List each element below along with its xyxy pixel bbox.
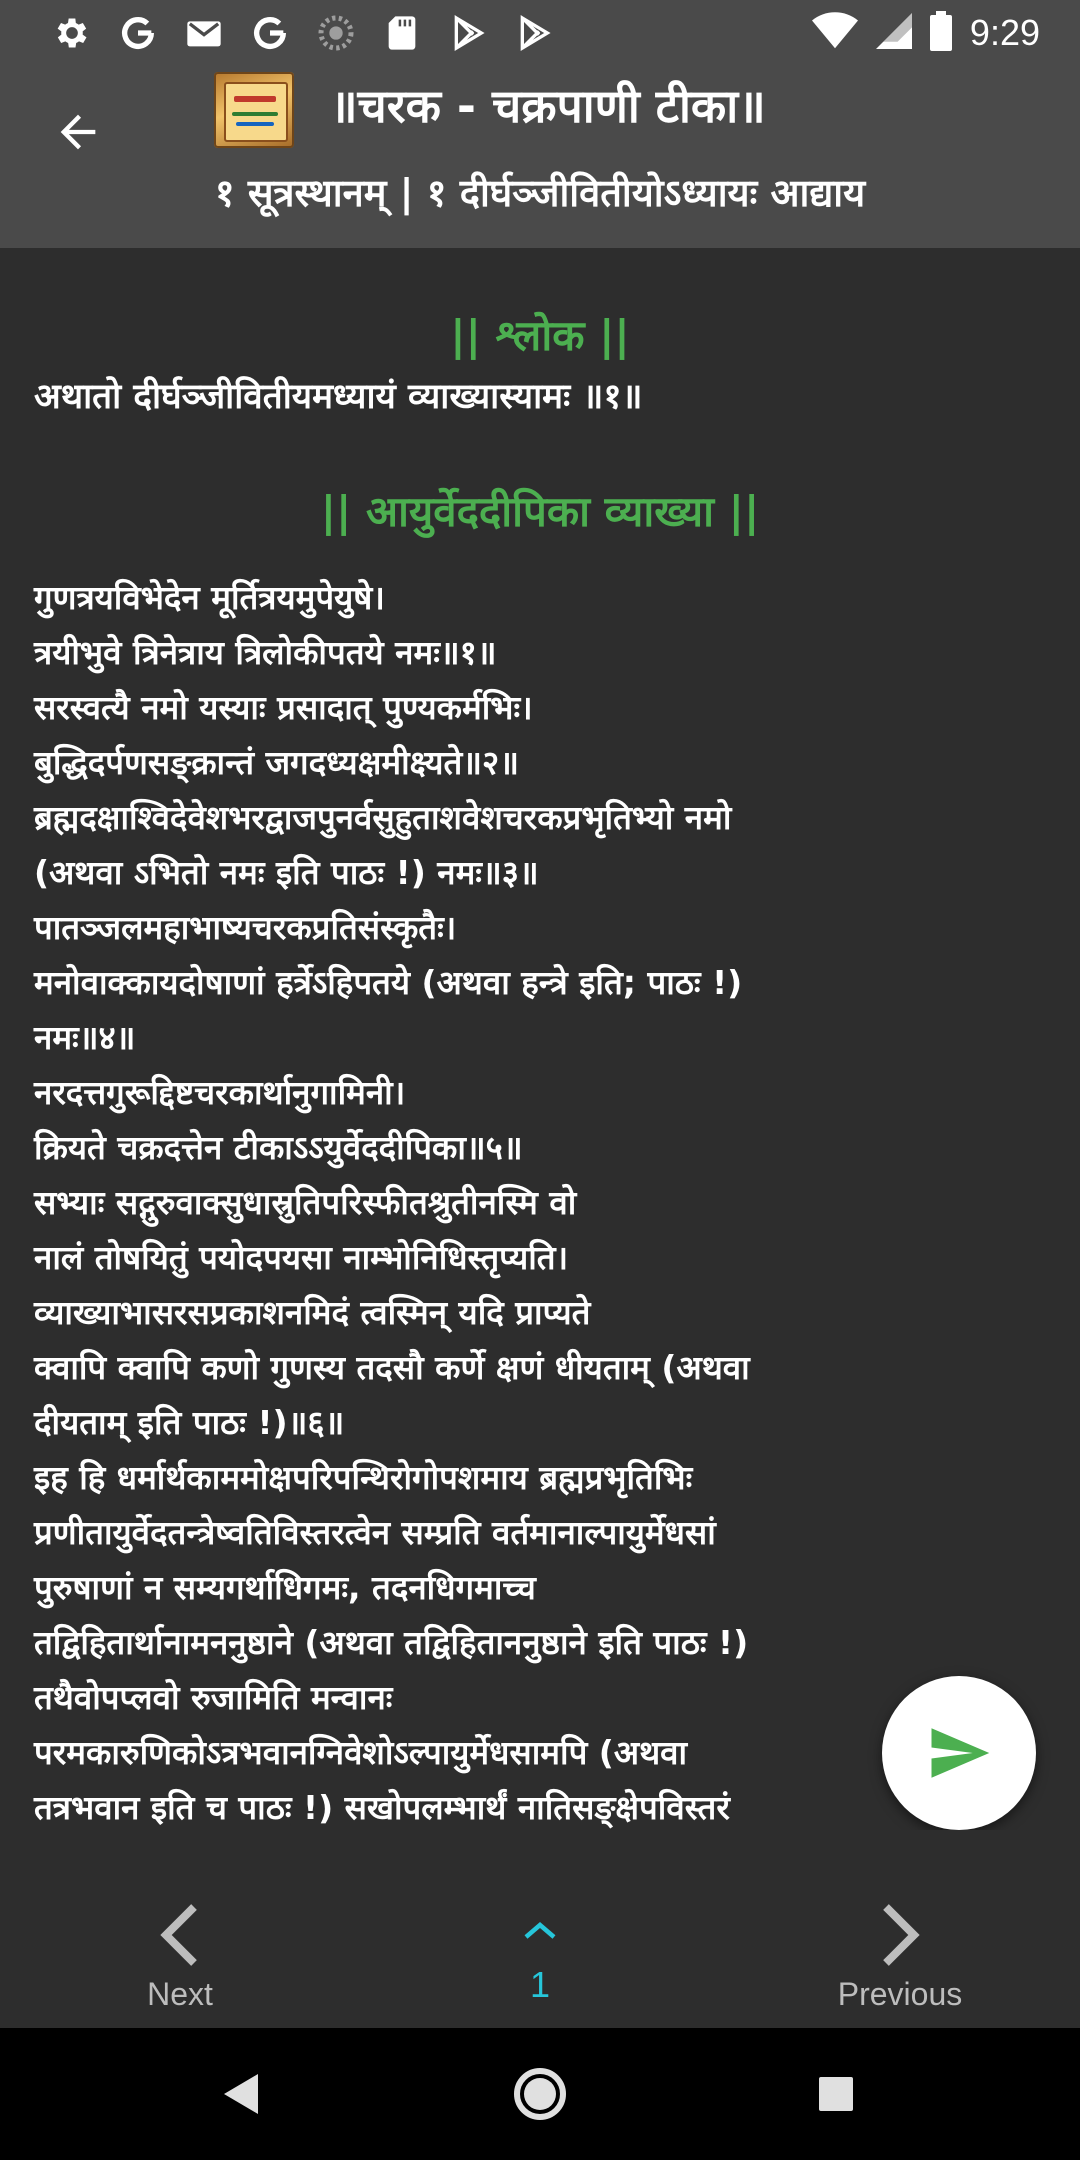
signal-icon (876, 11, 912, 55)
commentary-line: तथैवोपप्लवो रुजामिति मन्वानः (34, 1678, 393, 1717)
chevron-up-icon (522, 1910, 558, 1950)
status-time: 9:29 (969, 12, 1040, 53)
square-recents-icon (817, 2075, 855, 2113)
commentary-line: तत्रभवान इति च पाठः !) सखोपलम्भार्थं नातिसङ्क्षेपविस्तरं (34, 1788, 730, 1827)
commentary-line: दीयताम् इति पाठः !)॥६॥ (34, 1403, 345, 1442)
commentary-line: पातञ्जलमहाभाष्यचरकप्रतिसंस्कृतैः। (34, 908, 457, 947)
app-logo (214, 72, 294, 148)
commentary-line: ब्रह्मदक्षाश्विदेवेशभरद्वाजपुनर्वसुहुताशवेशचरकप्रभृतिभ्यो नमो (34, 798, 732, 837)
home-circle-icon (512, 2066, 568, 2122)
bottom-nav (0, 1830, 1080, 2028)
commentary-line: पुरुषाणां न सम्यगर्थाधिगमः, तदनधिगमाच्च (34, 1568, 536, 1607)
previous-label: Previous (837, 1976, 963, 2012)
battery-icon (930, 11, 952, 55)
system-home-button[interactable] (510, 2064, 570, 2124)
commentary-line: सरस्वत्यै नमो यस्याः प्रसादात् पुण्यकर्मभिः। (34, 688, 533, 727)
next-label: Next (147, 1976, 213, 2012)
breadcrumb: १ सूत्रस्थानम् | १ दीर्घञ्जीवितीयोऽध्यायः आद्याय (214, 171, 866, 215)
page-title: ॥चरक - चक्रपाणी टीका॥ (330, 79, 766, 133)
commentary-line: व्याख्याभासरसप्रकाशनमिदं त्वस्मिन् यदि प्राप्यते (34, 1293, 591, 1332)
commentary-line: इह हि धर्मार्थकाममोक्षपरिपन्थिरोगोपशमाय ब्रह्मप्रभृतिभिः (34, 1458, 693, 1497)
wifi-icon (812, 11, 858, 55)
commentary-line: तद्विहितार्थानामननुष्ठाने (अथवा तद्विहिताननुष्ठाने इति पाठः !) (34, 1623, 749, 1662)
commentary-line: सभ्याः सद्गुरुवाक्सुधास्रुतिपरिस्फीतश्रुतीनस्मि वो (34, 1183, 577, 1222)
logo-scroll-icon (224, 82, 288, 142)
play-store-icon (446, 11, 490, 55)
system-recents-button[interactable] (806, 2064, 866, 2124)
loading-icon (314, 11, 358, 55)
system-status (812, 0, 1040, 66)
commentary-line: (अथवा ऽभितो नमः इति पाठः !) नमः॥३॥ (34, 853, 539, 892)
previous-button[interactable] (820, 1830, 980, 2028)
commentary-line: क्रियते चक्रदत्तेन टीकाऽऽयुर्वेददीपिका॥५॥ (34, 1128, 523, 1167)
share-fab-button[interactable] (882, 1676, 1036, 1830)
commentary-line: क्वापि क्वापि कणो गुणस्य तदसौ कर्णे क्षणं धीयताम् (अथवा (34, 1348, 750, 1387)
arrow-back-icon (52, 106, 104, 158)
commentary-line: गुणत्रयविभेदेन मूर्तित्रयमुपेयुषे। (34, 578, 385, 617)
play-store-icon (512, 11, 556, 55)
commentary-line: प्रणीतायुर्वेदतन्त्रेष्वतिविस्तरत्वेन सम्प्रति वर्तमानाल्पायुर्मेधसां (34, 1513, 716, 1552)
triangle-back-icon (222, 2072, 262, 2116)
send-icon (926, 1720, 992, 1786)
google-icon (116, 11, 160, 55)
status-bar (0, 0, 1080, 66)
next-button[interactable] (120, 1830, 240, 2028)
commentary-heading: || आयुर्वेददीपिका व्याख्या || (320, 487, 760, 536)
system-nav-bar (0, 2028, 1080, 2160)
app-bar (0, 66, 1080, 248)
notification-icons (50, 11, 556, 55)
chevron-right-icon (878, 1900, 922, 1970)
back-button[interactable] (40, 94, 116, 170)
commentary-line: मनोवाक्कायदोषाणां हर्त्रेऽहिपतये (अथवा हन्त्रे इति; पाठः !) (34, 963, 743, 1002)
commentary-text (34, 570, 1054, 1830)
commentary-line: त्रयीभुवे त्रिनेत्राय त्रिलोकीपतये नमः॥१॥ (34, 633, 497, 672)
content-area[interactable] (0, 248, 1080, 1830)
shloka-text: अथातो दीर्घञ्जीवितीयमध्यायं व्याख्यास्यामः ॥१॥ (34, 377, 643, 417)
commentary-line: नरदत्तगुरूद्दिष्टचरकार्थानुगामिनी। (34, 1073, 406, 1112)
gear-icon (50, 11, 94, 55)
shloka-heading: || श्लोक || (450, 311, 630, 360)
gmail-icon (182, 11, 226, 55)
google-icon (248, 11, 292, 55)
commentary-line: नालं तोषयितुं पयोदपयसा नाम्भोनिधिस्तृप्यति। (34, 1238, 569, 1277)
system-back-button[interactable] (212, 2064, 272, 2124)
chevron-left-icon (158, 1900, 202, 1970)
commentary-line: नमः॥४॥ (34, 1018, 136, 1057)
page-number: 1 (529, 1964, 551, 2005)
commentary-line: परमकारुणिकोऽत्रभवानग्निवेशोऽल्पायुर्मेधसामपि (अथवा (34, 1733, 688, 1772)
page-indicator-button[interactable] (480, 1830, 600, 2028)
commentary-line: बुद्धिदर्पणसङ्क्रान्तं जगदध्यक्षमीक्ष्यते॥२॥ (34, 743, 519, 782)
sd-card-icon (380, 11, 424, 55)
